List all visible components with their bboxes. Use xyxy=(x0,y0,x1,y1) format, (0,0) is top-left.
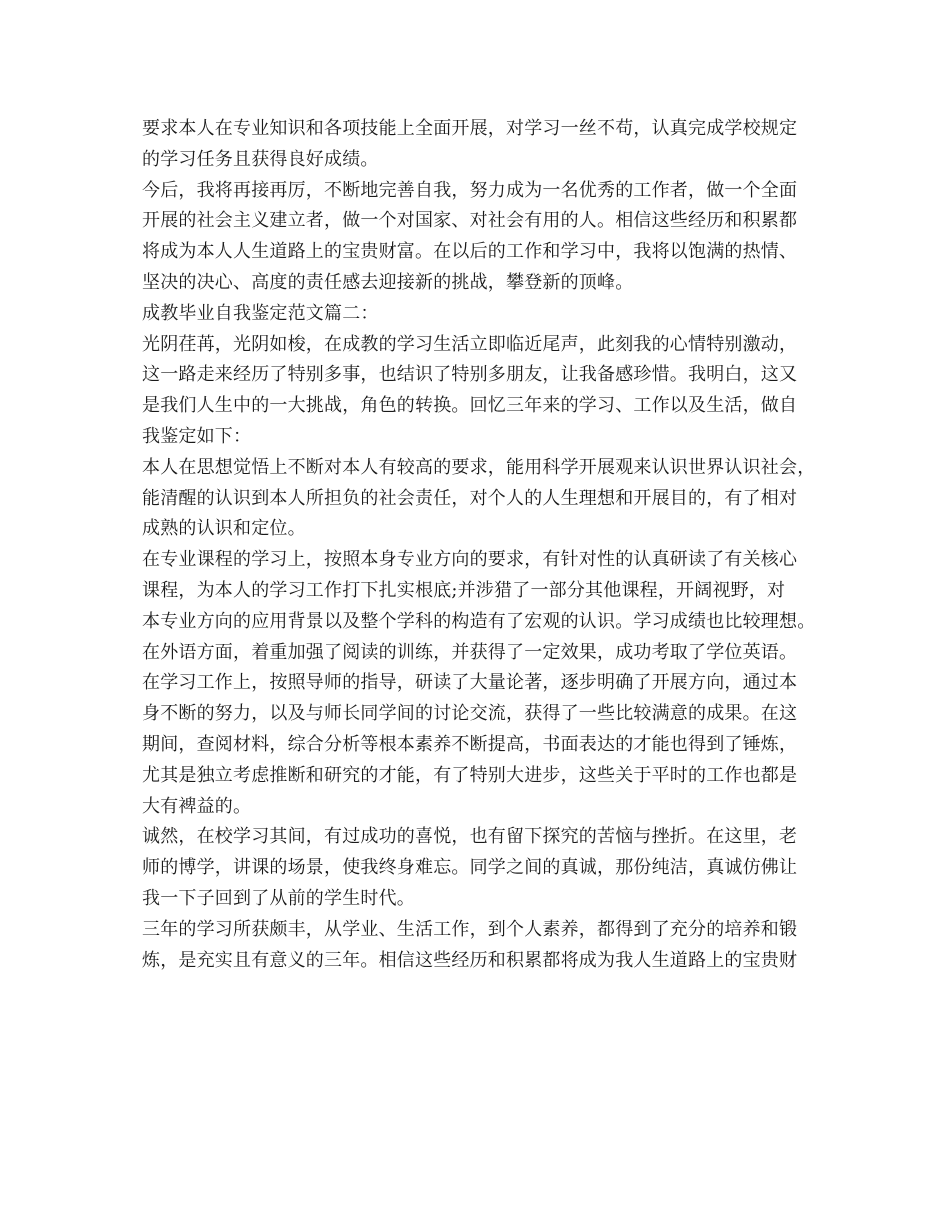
text-line: 坚决的决心、高度的责任感去迎接新的挑战，攀登新的顶峰。 xyxy=(142,271,634,293)
text-line: 本人在思想觉悟上不断对本人有较高的要求，能用科学开展观来认识世界认识社会， xyxy=(142,456,816,478)
text-line: 这一路走来经历了特别多事，也结识了特别多朋友，让我备感珍惜。我明白，这又 xyxy=(142,364,798,386)
section-heading: 成教毕业自我鉴定范文篇二： xyxy=(142,302,379,324)
text-line: 炼，是充实且有意义的三年。相信这些经历和积累都将成为我人生道路上的宝贵财 xyxy=(142,949,798,971)
document-body xyxy=(142,114,822,976)
text-line: 期间，查阅材料，综合分析等根本素养不断提高，书面表达的才能也得到了锤炼， xyxy=(142,733,798,755)
text-line: 大有裨益的。 xyxy=(142,795,252,817)
text-line: 我一下子回到了从前的学生时代。 xyxy=(142,887,415,909)
text-line: 今后，我将再接再厉，不断地完善自我，努力成为一名优秀的工作者，做一个全面 xyxy=(142,179,798,201)
text-line: 在专业课程的学习上，按照本身专业方向的要求，有针对性的认真研读了有关核心 xyxy=(142,549,798,571)
text-line: 在学习工作上，按照导师的指导，研读了大量论著，逐步明确了开展方向，通过本 xyxy=(142,672,798,694)
text-line: 师的博学，讲课的场景，使我终身难忘。同学之间的真诚，那份纯洁，真诚仿佛让 xyxy=(142,857,798,879)
text-line: 能清醒的认识到本人所担负的社会责任，对个人的人生理想和开展目的，有了相对 xyxy=(142,487,798,509)
text-line: 在外语方面，着重加强了阅读的训练，并获得了一定效果，成功考取了学位英语。 xyxy=(142,641,798,663)
text-line: 身不断的努力，以及与师长同学间的讨论交流，获得了一些比较满意的成果。在这 xyxy=(142,703,798,725)
text-line: 是我们人生中的一大挑战，角色的转换。回忆三年来的学习、工作以及生活，做自 xyxy=(142,395,798,417)
text-line: 要求本人在专业知识和各项技能上全面开展，对学习一丝不苟，认真完成学校规定 xyxy=(142,118,798,139)
text-line: 三年的学习所获颇丰，从学业、生活工作，到个人素养，都得到了充分的培养和锻 xyxy=(142,918,798,940)
text-line: 将成为本人人生道路上的宝贵财富。在以后的工作和学习中，我将以饱满的热情、 xyxy=(142,241,798,263)
text-line: 成熟的认识和定位。 xyxy=(142,518,306,540)
text-line: 的学习任务且获得良好成绩。 xyxy=(142,148,379,170)
text-line: 诚然，在校学习其间，有过成功的喜悦，也有留下探究的苦恼与挫折。在这里，老 xyxy=(142,826,798,848)
text-line: 本专业方向的应用背景以及整个学科的构造有了宏观的认识。学习成绩也比较理想。 xyxy=(142,610,816,632)
text-line: 我鉴定如下： xyxy=(142,425,252,447)
text-line: 尤其是独立考虑推断和研究的才能，有了特别大进步，这些关于平时的工作也都是 xyxy=(142,764,798,786)
text-line: 光阴荏苒，光阴如梭，在成教的学习生活立即临近尾声，此刻我的心情特别激动， xyxy=(142,333,798,355)
text-line: 课程，为本人的学习工作打下扎实根底;并涉猎了一部分其他课程，开阔视野，对 xyxy=(142,579,786,601)
text-line: 开展的社会主义建立者，做一个对国家、对社会有用的人。相信这些经历和积累都 xyxy=(142,210,798,232)
